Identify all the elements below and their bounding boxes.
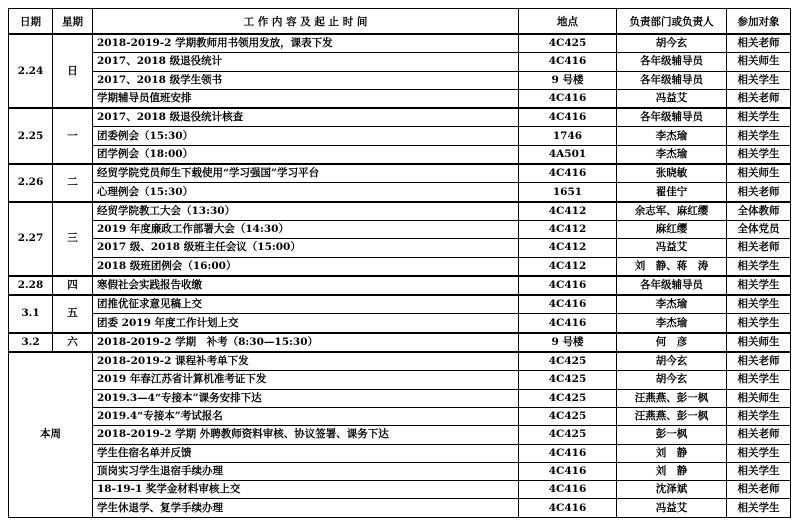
task-cell: 2019 年度廉政工作部署大会（14:30） [93,220,519,238]
place-cell: 4C412 [519,220,617,238]
table-row [9,71,791,89]
weekday-cell: 三 [53,202,93,276]
table-row [9,183,791,202]
responsible-cell: 胡今玄 [617,352,727,371]
table-row [9,371,791,389]
responsible-cell: 冯益艾 [617,89,727,108]
responsible-cell: 李杰瑜 [617,145,727,164]
audience-cell: 相关老师 [727,89,791,108]
table-row [9,164,791,183]
task-cell: 心理例会（15:30） [93,183,519,202]
table-row [9,389,791,407]
responsible-cell: 李杰瑜 [617,127,727,145]
table-row [9,145,791,164]
place-cell: 4C412 [519,202,617,221]
table-row [9,202,791,221]
header-audience: 参加对象 [727,9,791,35]
audience-cell: 相关老师 [727,239,791,257]
audience-cell: 相关师生 [727,164,791,183]
place-cell: 4C425 [519,352,617,371]
audience-cell: 相关学生 [727,108,791,127]
weekday-cell: 六 [53,333,93,352]
table-row [9,426,791,444]
place-cell: 4C425 [519,389,617,407]
audience-cell: 相关学生 [727,462,791,480]
responsible-cell: 麻红缨 [617,220,727,238]
table-row [9,333,791,352]
task-cell: 18-19-1 奖学金材料审核上交 [93,481,519,499]
responsible-cell: 汪燕燕、彭一枫 [617,389,727,407]
weekday-cell: 一 [53,108,93,164]
audience-cell: 全体党员 [727,220,791,238]
place-cell: 4C416 [519,276,617,295]
task-cell: 学期辅导员值班安排 [93,89,519,108]
responsible-cell: 何 彦 [617,333,727,352]
date-cell: 2.25 [9,108,53,164]
table-row [9,499,791,517]
responsible-cell: 翟佳宁 [617,183,727,202]
table-row [9,352,791,371]
responsible-cell: 各年级辅导员 [617,108,727,127]
task-cell: 2017 级、2018 级班主任会议（15:00） [93,239,519,257]
date-cell: 2.28 [9,276,53,295]
responsible-cell: 彭一枫 [617,426,727,444]
place-cell: 4C416 [519,295,617,314]
audience-cell: 相关师生 [727,389,791,407]
schedule-body [9,34,791,517]
audience-cell: 相关学生 [727,314,791,333]
task-cell: 顶岗实习学生退宿手续办理 [93,462,519,480]
table-row [9,314,791,333]
responsible-cell: 刘 静 [617,462,727,480]
task-cell: 2017、2018 级退役统计 [93,53,519,71]
task-cell: 学生休退学、复学手续办理 [93,499,519,517]
weekday-cell: 日 [53,34,93,108]
audience-cell: 相关学生 [727,145,791,164]
place-cell: 4C416 [519,314,617,333]
task-cell: 学生住宿名单并反馈 [93,444,519,462]
table-row [9,407,791,425]
task-cell: 经贸学院教工大会（13:30） [93,202,519,221]
place-cell: 4C416 [519,462,617,480]
audience-cell: 相关学生 [727,71,791,89]
header-weekday: 星期 [53,9,93,35]
audience-cell: 全体教师 [727,202,791,221]
date-cell: 2.26 [9,164,53,202]
responsible-cell: 各年级辅导员 [617,276,727,295]
task-cell: 团委 2019 年度工作计划上交 [93,314,519,333]
audience-cell: 相关学生 [727,371,791,389]
audience-cell: 相关老师 [727,34,791,53]
date-cell: 本周 [9,352,93,517]
responsible-cell: 李杰瑜 [617,314,727,333]
table-row [9,444,791,462]
task-cell: 经贸学院党员师生下载使用“学习强国”学习平台 [93,164,519,183]
place-cell: 4C412 [519,257,617,276]
audience-cell: 相关学生 [727,407,791,425]
task-cell: 2019.3—4“专接本”课务安排下达 [93,389,519,407]
responsible-cell: 各年级辅导员 [617,71,727,89]
task-cell: 2017、2018 级退役统计核查 [93,108,519,127]
date-cell: 2.24 [9,34,53,108]
place-cell: 4C425 [519,371,617,389]
date-cell: 2.27 [9,202,53,276]
place-cell: 4C416 [519,444,617,462]
audience-cell: 相关学生 [727,444,791,462]
audience-cell: 相关学生 [727,499,791,517]
responsible-cell: 汪燕燕、彭一枫 [617,407,727,425]
responsible-cell: 刘 静、蒋 涛 [617,257,727,276]
place-cell: 4C425 [519,34,617,53]
task-cell: 2018-2019-2 学期教师用书领用发放，课表下发 [93,34,519,53]
table-row [9,89,791,108]
table-row [9,34,791,53]
place-cell: 4A501 [519,145,617,164]
header-place: 地点 [519,9,617,35]
responsible-cell: 胡今玄 [617,371,727,389]
place-cell: 4C416 [519,53,617,71]
place-cell: 1746 [519,127,617,145]
task-cell: 2019 年春江苏省计算机准考证下发 [93,371,519,389]
place-cell: 9 号楼 [519,71,617,89]
place-cell: 4C416 [519,108,617,127]
table-row [9,127,791,145]
table-row [9,220,791,238]
task-cell: 2018 级班团例会（16:00） [93,257,519,276]
header-date: 日期 [9,9,53,35]
table-row [9,276,791,295]
audience-cell: 相关老师 [727,183,791,202]
place-cell: 4C425 [519,407,617,425]
audience-cell: 相关学生 [727,276,791,295]
weekday-cell: 二 [53,164,93,202]
table-row [9,481,791,499]
audience-cell: 相关学生 [727,257,791,276]
task-cell: 2017、2018 级学生领书 [93,71,519,89]
task-cell: 团委例会（15:30） [93,127,519,145]
responsible-cell: 刘 静 [617,444,727,462]
task-cell: 2018-2019-2 学期 补考（8:30—15:30） [93,333,519,352]
task-cell: 寒假社会实践报告收缴 [93,276,519,295]
responsible-cell: 李杰瑜 [617,295,727,314]
weekday-cell: 四 [53,276,93,295]
audience-cell: 相关学生 [727,295,791,314]
responsible-cell: 胡今玄 [617,34,727,53]
audience-cell: 相关师生 [727,53,791,71]
audience-cell: 相关老师 [727,426,791,444]
table-row [9,239,791,257]
place-cell: 4C416 [519,89,617,108]
weekday-cell: 五 [53,295,93,333]
table-row [9,295,791,314]
task-cell: 团推优征求意见稿上交 [93,295,519,314]
audience-cell: 相关学生 [727,127,791,145]
audience-cell: 相关老师 [727,352,791,371]
table-row [9,257,791,276]
place-cell: 4C416 [519,499,617,517]
place-cell: 1651 [519,183,617,202]
weekly-schedule-table [8,8,791,518]
place-cell: 4C416 [519,164,617,183]
header-task: 工 作 内 容 及 起 止 时 间 [93,9,519,35]
place-cell: 9 号楼 [519,333,617,352]
responsible-cell: 沈泽斌 [617,481,727,499]
header-row [9,9,791,35]
task-cell: 团学例会（18:00） [93,145,519,164]
place-cell: 4C416 [519,481,617,499]
table-row [9,108,791,127]
responsible-cell: 张晓敏 [617,164,727,183]
place-cell: 4C412 [519,239,617,257]
table-row [9,53,791,71]
responsible-cell: 冯益艾 [617,239,727,257]
responsible-cell: 余志军、麻红缨 [617,202,727,221]
audience-cell: 相关老师 [727,481,791,499]
task-cell: 2019.4“专接本”考试报名 [93,407,519,425]
task-cell: 2018-2019-2 课程补考单下发 [93,352,519,371]
task-cell: 2018-2019-2 学期 外聘教师资料审核、协议签署、课务下达 [93,426,519,444]
audience-cell: 相关师生 [727,333,791,352]
responsible-cell: 冯益艾 [617,499,727,517]
date-cell: 3.2 [9,333,53,352]
responsible-cell: 各年级辅导员 [617,53,727,71]
date-cell: 3.1 [9,295,53,333]
header-responsible: 负责部门或负责人 [617,9,727,35]
table-row [9,462,791,480]
place-cell: 4C425 [519,426,617,444]
